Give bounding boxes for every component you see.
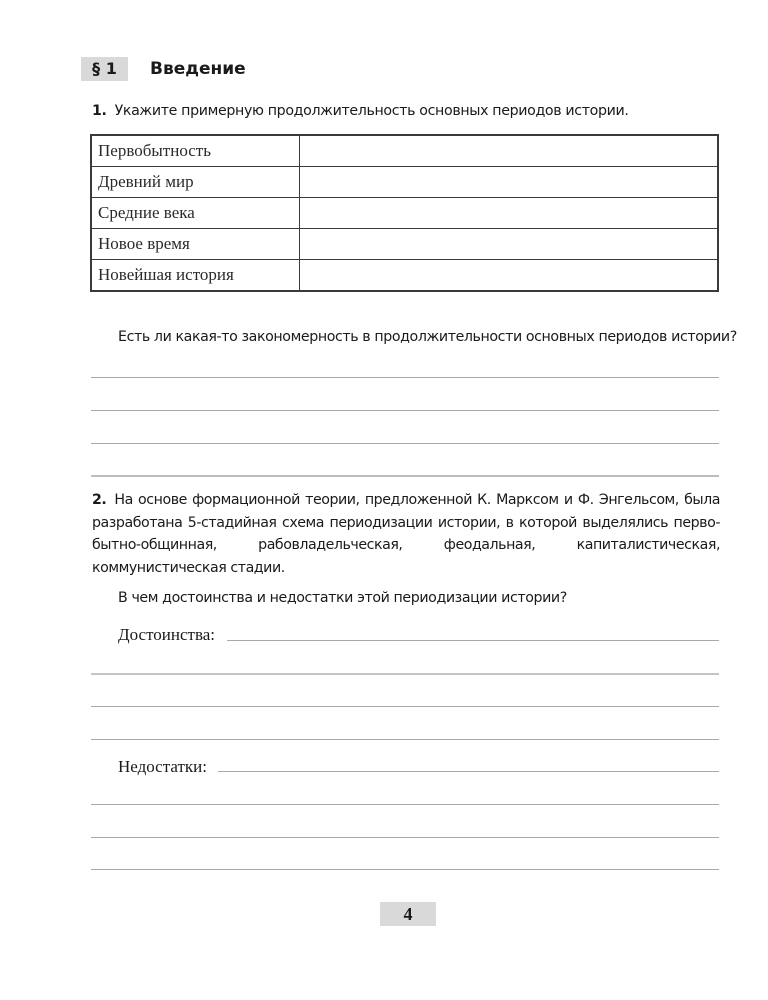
- period-duration-input[interactable]: [300, 229, 719, 260]
- answer-line[interactable]: [91, 673, 719, 675]
- answer-line[interactable]: [91, 410, 719, 411]
- task-1-number: 1.: [92, 103, 107, 119]
- answer-line[interactable]: [91, 475, 719, 477]
- answer-line[interactable]: [91, 837, 719, 838]
- period-duration-input[interactable]: [300, 135, 719, 167]
- answer-line[interactable]: [91, 804, 719, 805]
- section-title: Введение: [150, 59, 246, 79]
- task-2-question: В чем достоинства и недостатки этой периодизации истории?: [118, 590, 567, 606]
- table-row: [91, 229, 718, 260]
- answer-line[interactable]: [91, 706, 719, 707]
- period-label: Средние века: [91, 198, 300, 229]
- task-1-text: Укажите примерную продолжительность основных периодов истории.: [114, 103, 629, 119]
- task-1-question: Есть ли какая-то закономерность в продолжительности основных периодов истории?: [118, 329, 737, 345]
- advantages-label: Достоинства:: [118, 625, 216, 644]
- table-row: [91, 260, 718, 292]
- answer-line[interactable]: [91, 443, 719, 444]
- table-row: [91, 135, 718, 167]
- table-row: [91, 198, 718, 229]
- period-duration-input[interactable]: [300, 260, 719, 292]
- task-2-text: На основе формационной теории, предложенной К. Марксом и Ф. Энгельсом, была разработана 5-стадийная схема периодизации истории, в которой выделялись перво-бытно-общинная, рабовладельческая, феодальная, капиталистическая, коммунистическая стадии.: [92, 492, 720, 576]
- table-row: [91, 167, 718, 198]
- answer-line[interactable]: [91, 739, 719, 740]
- answer-line[interactable]: [91, 869, 719, 870]
- period-duration-input[interactable]: [300, 198, 719, 229]
- answer-line[interactable]: [91, 377, 719, 378]
- advantages-input-line[interactable]: [227, 640, 719, 641]
- task-2-number: 2.: [92, 492, 107, 508]
- period-duration-input[interactable]: [300, 167, 719, 198]
- period-label: Первобытность: [91, 135, 300, 167]
- section-number-badge: § 1: [81, 57, 128, 81]
- period-label: Новое время: [91, 229, 300, 260]
- period-label: Древний мир: [91, 167, 300, 198]
- disadvantages-input-line[interactable]: [218, 771, 719, 772]
- task-1-prompt: [92, 100, 629, 122]
- page-number: 4: [380, 902, 436, 926]
- period-label: Новейшая история: [91, 260, 300, 292]
- periods-table: [90, 134, 719, 292]
- disadvantages-label: Недостатки:: [118, 757, 207, 776]
- task-2-paragraph: [92, 489, 720, 579]
